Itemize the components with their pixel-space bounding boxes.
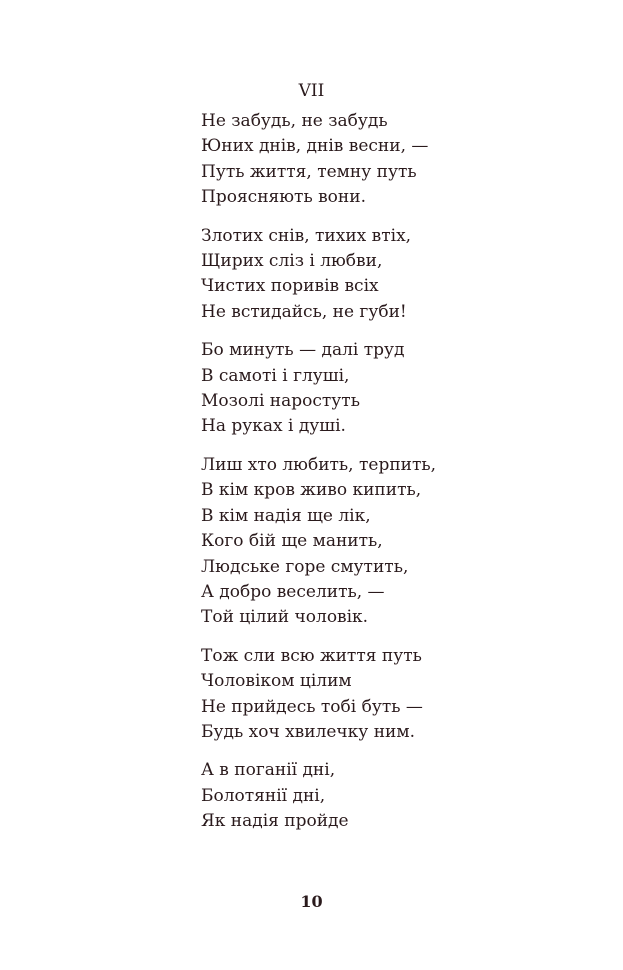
- poem: [201, 109, 581, 848]
- poem-line: Чистих поривів всіх: [201, 276, 379, 297]
- poem-line: Лиш хто любить, терпить,: [201, 454, 437, 475]
- poem-line: А добро веселить, —: [201, 581, 385, 602]
- poem-line: Будь хоч хвилечку ним.: [201, 721, 415, 742]
- poem-line: Путь життя, темну путь: [201, 161, 417, 182]
- poem-line: Той цілий чоловік.: [201, 607, 369, 628]
- poem-line: Юних днів, днів весни, —: [201, 136, 429, 157]
- poem-line: Злотих снів, тихих втіх,: [201, 225, 412, 246]
- stanza: [201, 758, 581, 834]
- poem-line: Щирих сліз і любви,: [201, 251, 383, 272]
- poem-line: Тож сли всю життя путь: [201, 645, 422, 666]
- poem-line: Чоловіком цілим: [201, 671, 352, 692]
- poem-line: В кім кров живо кипить,: [201, 480, 422, 501]
- poem-line: Проясняють вони.: [201, 187, 366, 208]
- poem-line: Не прийдесь тобі буть —: [201, 696, 423, 717]
- poem-line: На руках і душі.: [201, 416, 346, 437]
- poem-line: Не забудь, не забудь: [201, 111, 388, 131]
- poem-line: Бо минуть — далі труд: [201, 340, 405, 361]
- stanza: [201, 644, 581, 746]
- stanza: [201, 338, 581, 440]
- poem-line: А в поганії дні,: [201, 760, 336, 781]
- stanza: [201, 453, 581, 631]
- poem-line: Як надія пройде: [201, 811, 349, 832]
- stanza: [201, 109, 581, 211]
- poem-line: В самоті і глуші,: [201, 365, 350, 386]
- poem-line: Кого бій ще манить,: [201, 531, 383, 552]
- poem-line: Не встидайсь, не губи!: [201, 301, 407, 322]
- poem-line: В кім надія ще лік,: [201, 505, 371, 526]
- poem-line: Болотянії дні,: [201, 785, 326, 806]
- section-title: VII: [298, 81, 325, 101]
- page-number: 10: [300, 892, 323, 911]
- poem-line: Мозолі наростуть: [201, 391, 360, 412]
- poem-line: Людське горе смутить,: [201, 556, 409, 577]
- stanza: [201, 224, 581, 326]
